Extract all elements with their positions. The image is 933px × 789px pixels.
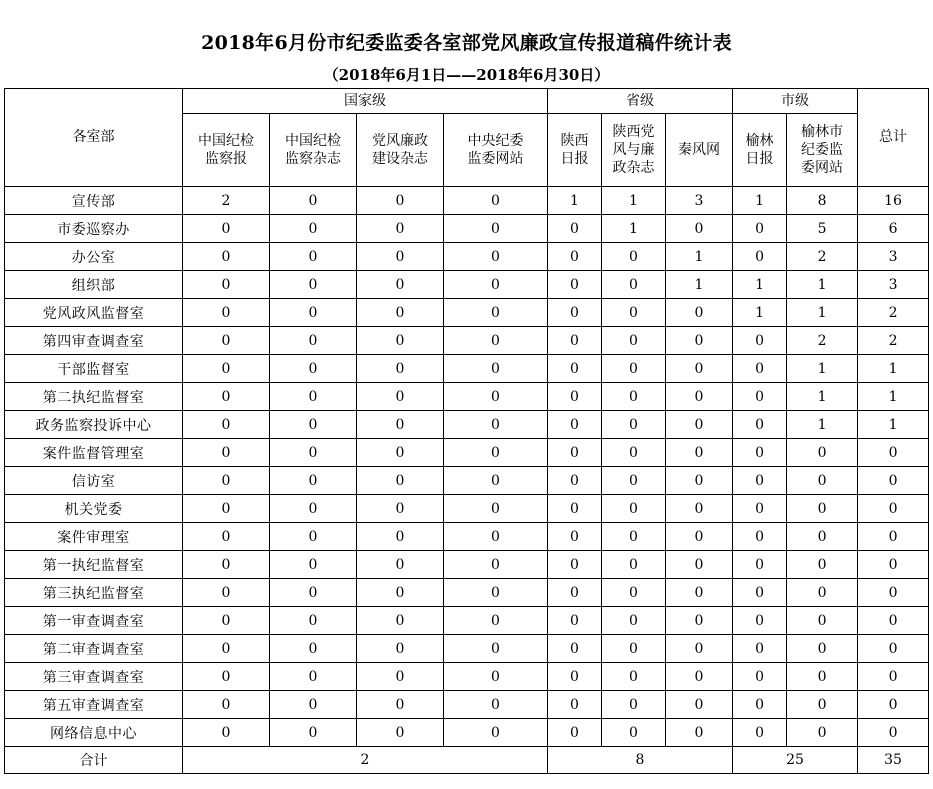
count-cell: 0 bbox=[548, 607, 602, 635]
count-cell: 0 bbox=[444, 635, 548, 663]
count-cell: 0 bbox=[270, 691, 357, 719]
count-cell: 0 bbox=[733, 551, 787, 579]
count-cell: 0 bbox=[602, 663, 666, 691]
count-cell: 0 bbox=[602, 495, 666, 523]
count-cell: 0 bbox=[602, 607, 666, 635]
count-cell: 1 bbox=[733, 271, 787, 299]
count-cell: 0 bbox=[270, 719, 357, 747]
column-header: 陕西党 风与廉 政杂志 bbox=[602, 114, 666, 187]
table-row bbox=[5, 187, 929, 215]
count-cell: 0 bbox=[666, 551, 733, 579]
count-cell: 0 bbox=[444, 271, 548, 299]
count-cell: 0 bbox=[444, 439, 548, 467]
count-cell: 1 bbox=[602, 187, 666, 215]
table-row bbox=[5, 355, 929, 383]
count-cell: 0 bbox=[183, 663, 270, 691]
row-total-cell: 1 bbox=[858, 383, 929, 411]
count-cell: 0 bbox=[548, 271, 602, 299]
count-cell: 0 bbox=[666, 299, 733, 327]
count-cell: 0 bbox=[444, 719, 548, 747]
count-cell: 0 bbox=[548, 719, 602, 747]
summary-label: 合计 bbox=[5, 747, 183, 774]
table-row bbox=[5, 327, 929, 355]
count-cell: 0 bbox=[787, 551, 858, 579]
table-row bbox=[5, 495, 929, 523]
count-cell: 0 bbox=[270, 187, 357, 215]
count-cell: 2 bbox=[183, 187, 270, 215]
count-cell: 0 bbox=[602, 523, 666, 551]
count-cell: 1 bbox=[733, 187, 787, 215]
count-cell: 0 bbox=[183, 635, 270, 663]
count-cell: 0 bbox=[183, 579, 270, 607]
count-cell: 0 bbox=[183, 467, 270, 495]
count-cell: 0 bbox=[602, 691, 666, 719]
column-header: 中国纪检 监察杂志 bbox=[270, 114, 357, 187]
count-cell: 1 bbox=[787, 411, 858, 439]
count-cell: 0 bbox=[357, 355, 444, 383]
count-cell: 0 bbox=[602, 355, 666, 383]
count-cell: 0 bbox=[733, 467, 787, 495]
dept-cell: 第五审查调查室 bbox=[5, 691, 183, 719]
group-national-header: 国家级 bbox=[183, 89, 548, 114]
count-cell: 1 bbox=[666, 271, 733, 299]
dept-cell: 第二审查调查室 bbox=[5, 635, 183, 663]
summary-provincial: 8 bbox=[548, 747, 733, 774]
count-cell: 0 bbox=[183, 243, 270, 271]
table-row bbox=[5, 579, 929, 607]
count-cell: 0 bbox=[548, 355, 602, 383]
count-cell: 0 bbox=[548, 495, 602, 523]
count-cell: 0 bbox=[357, 607, 444, 635]
count-cell: 0 bbox=[787, 495, 858, 523]
count-cell: 0 bbox=[357, 383, 444, 411]
count-cell: 0 bbox=[270, 439, 357, 467]
count-cell: 0 bbox=[444, 187, 548, 215]
count-cell: 0 bbox=[666, 663, 733, 691]
group-city-header: 市级 bbox=[733, 89, 858, 114]
count-cell: 0 bbox=[357, 187, 444, 215]
row-total-cell: 6 bbox=[858, 215, 929, 243]
count-cell: 0 bbox=[733, 719, 787, 747]
row-total-cell: 2 bbox=[858, 327, 929, 355]
count-cell: 0 bbox=[548, 327, 602, 355]
row-total-cell: 1 bbox=[858, 355, 929, 383]
count-cell: 0 bbox=[666, 607, 733, 635]
count-cell: 0 bbox=[357, 691, 444, 719]
count-cell: 0 bbox=[602, 383, 666, 411]
count-cell: 0 bbox=[548, 579, 602, 607]
count-cell: 0 bbox=[787, 607, 858, 635]
count-cell: 0 bbox=[602, 411, 666, 439]
count-cell: 0 bbox=[444, 411, 548, 439]
count-cell: 0 bbox=[357, 215, 444, 243]
table-title: 2018年6月份市纪委监委各室部党风廉政宣传报道稿件统计表 bbox=[201, 32, 732, 54]
count-cell: 0 bbox=[733, 495, 787, 523]
count-cell: 0 bbox=[602, 271, 666, 299]
count-cell: 0 bbox=[666, 467, 733, 495]
count-cell: 5 bbox=[787, 215, 858, 243]
count-cell: 0 bbox=[357, 579, 444, 607]
count-cell: 0 bbox=[787, 523, 858, 551]
count-cell: 0 bbox=[357, 467, 444, 495]
count-cell: 0 bbox=[270, 523, 357, 551]
table-row bbox=[5, 215, 929, 243]
count-cell: 0 bbox=[787, 663, 858, 691]
count-cell: 0 bbox=[183, 299, 270, 327]
count-cell: 0 bbox=[548, 523, 602, 551]
table-row bbox=[5, 607, 929, 635]
column-header: 中国纪检 监察报 bbox=[183, 114, 270, 187]
count-cell: 0 bbox=[602, 467, 666, 495]
row-total-cell: 3 bbox=[858, 243, 929, 271]
count-cell: 0 bbox=[733, 663, 787, 691]
count-cell: 0 bbox=[357, 551, 444, 579]
count-cell: 3 bbox=[666, 187, 733, 215]
dept-cell: 市委巡察办 bbox=[5, 215, 183, 243]
count-cell: 0 bbox=[270, 327, 357, 355]
dept-cell: 组织部 bbox=[5, 271, 183, 299]
count-cell: 0 bbox=[270, 467, 357, 495]
count-cell: 0 bbox=[787, 719, 858, 747]
table-row bbox=[5, 243, 929, 271]
count-cell: 0 bbox=[548, 215, 602, 243]
count-cell: 0 bbox=[733, 243, 787, 271]
count-cell: 0 bbox=[733, 635, 787, 663]
summary-total: 35 bbox=[858, 747, 929, 774]
count-cell: 1 bbox=[787, 271, 858, 299]
dept-cell: 机关党委 bbox=[5, 495, 183, 523]
count-cell: 0 bbox=[666, 495, 733, 523]
count-cell: 0 bbox=[183, 439, 270, 467]
count-cell: 0 bbox=[548, 299, 602, 327]
count-cell: 1 bbox=[787, 383, 858, 411]
count-cell: 0 bbox=[548, 551, 602, 579]
row-total-cell: 0 bbox=[858, 579, 929, 607]
count-cell: 0 bbox=[602, 439, 666, 467]
row-total-cell: 0 bbox=[858, 607, 929, 635]
count-cell: 0 bbox=[270, 495, 357, 523]
count-cell: 0 bbox=[733, 327, 787, 355]
count-cell: 0 bbox=[183, 383, 270, 411]
table-row bbox=[5, 551, 929, 579]
count-cell: 0 bbox=[357, 635, 444, 663]
count-cell: 0 bbox=[444, 523, 548, 551]
count-cell: 0 bbox=[183, 355, 270, 383]
table-row bbox=[5, 635, 929, 663]
row-total-cell: 1 bbox=[858, 411, 929, 439]
table-row bbox=[5, 691, 929, 719]
row-total-cell: 0 bbox=[858, 439, 929, 467]
count-cell: 0 bbox=[183, 607, 270, 635]
count-cell: 0 bbox=[602, 635, 666, 663]
count-cell: 0 bbox=[733, 355, 787, 383]
count-cell: 0 bbox=[183, 719, 270, 747]
count-cell: 0 bbox=[444, 691, 548, 719]
dept-cell: 第三执纪监督室 bbox=[5, 579, 183, 607]
count-cell: 0 bbox=[270, 299, 357, 327]
count-cell: 0 bbox=[548, 635, 602, 663]
count-cell: 1 bbox=[602, 215, 666, 243]
count-cell: 0 bbox=[666, 383, 733, 411]
count-cell: 1 bbox=[787, 299, 858, 327]
count-cell: 0 bbox=[666, 691, 733, 719]
column-header: 秦风网 bbox=[666, 114, 733, 187]
count-cell: 0 bbox=[548, 411, 602, 439]
column-header: 榆林市 纪委监 委网站 bbox=[787, 114, 858, 187]
dept-cell: 第一审查调查室 bbox=[5, 607, 183, 635]
count-cell: 0 bbox=[270, 635, 357, 663]
count-cell: 0 bbox=[444, 551, 548, 579]
count-cell: 8 bbox=[787, 187, 858, 215]
summary-city: 25 bbox=[733, 747, 858, 774]
table-row bbox=[5, 523, 929, 551]
count-cell: 0 bbox=[444, 355, 548, 383]
count-cell: 0 bbox=[733, 215, 787, 243]
row-total-cell: 3 bbox=[858, 271, 929, 299]
row-total-cell: 0 bbox=[858, 467, 929, 495]
count-cell: 0 bbox=[357, 663, 444, 691]
table-row bbox=[5, 439, 929, 467]
count-cell: 0 bbox=[444, 327, 548, 355]
count-cell: 0 bbox=[733, 411, 787, 439]
count-cell: 0 bbox=[548, 383, 602, 411]
count-cell: 0 bbox=[666, 523, 733, 551]
column-header: 中央纪委 监委网站 bbox=[444, 114, 548, 187]
count-cell: 1 bbox=[787, 355, 858, 383]
count-cell: 0 bbox=[666, 411, 733, 439]
count-cell: 0 bbox=[602, 243, 666, 271]
summary-national: 2 bbox=[183, 747, 548, 774]
total-header: 总计 bbox=[858, 89, 929, 187]
table-row bbox=[5, 271, 929, 299]
count-cell: 0 bbox=[270, 663, 357, 691]
dept-cell: 干部监督室 bbox=[5, 355, 183, 383]
count-cell: 0 bbox=[787, 691, 858, 719]
table-row bbox=[5, 663, 929, 691]
row-total-cell: 0 bbox=[858, 551, 929, 579]
table-row bbox=[5, 467, 929, 495]
dept-cell: 党风政风监督室 bbox=[5, 299, 183, 327]
count-cell: 0 bbox=[733, 579, 787, 607]
count-cell: 0 bbox=[357, 299, 444, 327]
row-total-cell: 0 bbox=[858, 635, 929, 663]
count-cell: 0 bbox=[183, 327, 270, 355]
row-total-cell: 0 bbox=[858, 663, 929, 691]
count-cell: 0 bbox=[270, 215, 357, 243]
count-cell: 0 bbox=[444, 215, 548, 243]
dept-cell: 第一执纪监督室 bbox=[5, 551, 183, 579]
dept-cell: 宣传部 bbox=[5, 187, 183, 215]
count-cell: 0 bbox=[270, 607, 357, 635]
table-row bbox=[5, 719, 929, 747]
count-cell: 0 bbox=[270, 383, 357, 411]
count-cell: 0 bbox=[183, 691, 270, 719]
count-cell: 0 bbox=[270, 579, 357, 607]
count-cell: 0 bbox=[444, 495, 548, 523]
stats-table bbox=[4, 88, 929, 774]
count-cell: 1 bbox=[548, 187, 602, 215]
count-cell: 0 bbox=[183, 523, 270, 551]
summary-row bbox=[5, 747, 929, 774]
count-cell: 0 bbox=[270, 411, 357, 439]
dept-cell: 案件监督管理室 bbox=[5, 439, 183, 467]
count-cell: 2 bbox=[787, 327, 858, 355]
count-cell: 0 bbox=[548, 663, 602, 691]
count-cell: 0 bbox=[602, 579, 666, 607]
count-cell: 0 bbox=[444, 663, 548, 691]
column-header: 榆林 日报 bbox=[733, 114, 787, 187]
count-cell: 0 bbox=[357, 523, 444, 551]
dept-cell: 第四审查调查室 bbox=[5, 327, 183, 355]
count-cell: 0 bbox=[183, 551, 270, 579]
count-cell: 1 bbox=[733, 299, 787, 327]
count-cell: 0 bbox=[444, 467, 548, 495]
count-cell: 0 bbox=[183, 271, 270, 299]
table-row bbox=[5, 383, 929, 411]
row-total-cell: 16 bbox=[858, 187, 929, 215]
count-cell: 0 bbox=[733, 383, 787, 411]
count-cell: 0 bbox=[183, 411, 270, 439]
count-cell: 0 bbox=[444, 383, 548, 411]
count-cell: 0 bbox=[444, 579, 548, 607]
count-cell: 0 bbox=[183, 215, 270, 243]
dept-cell: 信访室 bbox=[5, 467, 183, 495]
count-cell: 0 bbox=[787, 579, 858, 607]
table-row bbox=[5, 411, 929, 439]
count-cell: 0 bbox=[602, 551, 666, 579]
row-total-cell: 2 bbox=[858, 299, 929, 327]
row-total-cell: 0 bbox=[858, 523, 929, 551]
count-cell: 1 bbox=[666, 243, 733, 271]
count-cell: 0 bbox=[270, 271, 357, 299]
count-cell: 2 bbox=[787, 243, 858, 271]
count-cell: 0 bbox=[444, 243, 548, 271]
count-cell: 0 bbox=[357, 495, 444, 523]
table-row bbox=[5, 299, 929, 327]
count-cell: 0 bbox=[666, 719, 733, 747]
count-cell: 0 bbox=[357, 243, 444, 271]
dept-cell: 第二执纪监督室 bbox=[5, 383, 183, 411]
count-cell: 0 bbox=[183, 495, 270, 523]
dept-cell: 办公室 bbox=[5, 243, 183, 271]
count-cell: 0 bbox=[787, 467, 858, 495]
count-cell: 0 bbox=[444, 299, 548, 327]
count-cell: 0 bbox=[733, 523, 787, 551]
dept-header: 各室部 bbox=[5, 89, 183, 187]
count-cell: 0 bbox=[270, 551, 357, 579]
count-cell: 0 bbox=[270, 355, 357, 383]
count-cell: 0 bbox=[548, 691, 602, 719]
count-cell: 0 bbox=[357, 719, 444, 747]
dept-cell: 网络信息中心 bbox=[5, 719, 183, 747]
count-cell: 0 bbox=[666, 635, 733, 663]
count-cell: 0 bbox=[666, 327, 733, 355]
row-total-cell: 0 bbox=[858, 691, 929, 719]
count-cell: 0 bbox=[270, 243, 357, 271]
dept-cell: 第三审查调查室 bbox=[5, 663, 183, 691]
count-cell: 0 bbox=[357, 439, 444, 467]
count-cell: 0 bbox=[548, 467, 602, 495]
date-range: （2018年6月1日——2018年6月30日） bbox=[323, 66, 610, 84]
row-total-cell: 0 bbox=[858, 719, 929, 747]
count-cell: 0 bbox=[602, 327, 666, 355]
count-cell: 0 bbox=[666, 439, 733, 467]
count-cell: 0 bbox=[357, 271, 444, 299]
count-cell: 0 bbox=[733, 439, 787, 467]
count-cell: 0 bbox=[787, 439, 858, 467]
column-header: 陕西 日报 bbox=[548, 114, 602, 187]
count-cell: 0 bbox=[666, 579, 733, 607]
count-cell: 0 bbox=[733, 607, 787, 635]
count-cell: 0 bbox=[444, 607, 548, 635]
count-cell: 0 bbox=[357, 411, 444, 439]
count-cell: 0 bbox=[357, 327, 444, 355]
count-cell: 0 bbox=[602, 299, 666, 327]
count-cell: 0 bbox=[548, 439, 602, 467]
dept-cell: 案件审理室 bbox=[5, 523, 183, 551]
count-cell: 0 bbox=[602, 719, 666, 747]
row-total-cell: 0 bbox=[858, 495, 929, 523]
dept-cell: 政务监察投诉中心 bbox=[5, 411, 183, 439]
column-header: 党风廉政 建设杂志 bbox=[357, 114, 444, 187]
count-cell: 0 bbox=[787, 635, 858, 663]
count-cell: 0 bbox=[666, 355, 733, 383]
group-provincial-header: 省级 bbox=[548, 89, 733, 114]
count-cell: 0 bbox=[733, 691, 787, 719]
count-cell: 0 bbox=[666, 215, 733, 243]
count-cell: 0 bbox=[548, 243, 602, 271]
